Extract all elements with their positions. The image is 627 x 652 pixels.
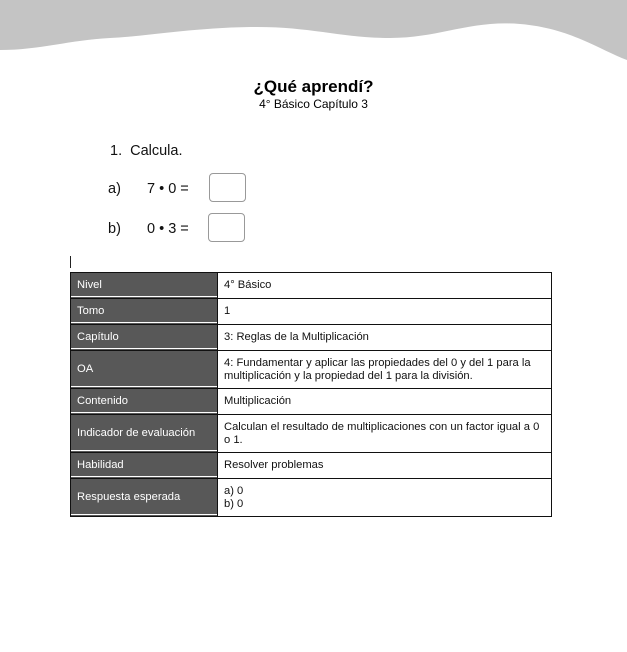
row-label: Indicador de evaluación <box>71 415 218 453</box>
row-label: Nivel <box>71 273 218 299</box>
page-subtitle: 4° Básico Capítulo 3 <box>259 97 368 111</box>
page-title: ¿Qué aprendí? <box>253 77 374 96</box>
row-value: 1 <box>218 299 552 325</box>
item-expression: 7 • 0 = <box>147 181 189 197</box>
row-value: Resolver problemas <box>218 453 552 479</box>
row-value: 4° Básico <box>218 273 552 299</box>
answer-box-b[interactable] <box>208 213 245 242</box>
row-value: Calculan el resultado de multiplicaciones con un factor igual a 0 o 1. <box>218 415 552 453</box>
row-value: Multiplicación <box>218 389 552 415</box>
table-row <box>71 389 552 415</box>
row-label: OA <box>71 351 218 389</box>
table-row <box>71 453 552 479</box>
row-label: Habilidad <box>71 453 218 479</box>
answer-box-a[interactable] <box>209 173 246 202</box>
table-row <box>71 479 552 517</box>
row-label: Capítulo <box>71 325 218 351</box>
info-table <box>70 272 552 517</box>
item-letter: b) <box>108 221 121 237</box>
question-instruction: Calcula. <box>130 143 183 159</box>
question-number: 1. <box>110 143 123 159</box>
row-value: 3: Reglas de la Multiplicación <box>218 325 552 351</box>
item-letter: a) <box>108 181 121 197</box>
row-label: Respuesta esperada <box>71 479 218 517</box>
answer-line-a: a) 0 <box>224 484 244 497</box>
question-heading <box>110 143 182 159</box>
table-row <box>71 325 552 351</box>
row-label: Tomo <box>71 299 218 325</box>
table-row <box>71 299 552 325</box>
item-expression: 0 • 3 = <box>147 221 189 237</box>
decorative-wave-header <box>0 0 627 70</box>
table-row <box>71 273 552 299</box>
row-label: Contenido <box>71 389 218 415</box>
table-row <box>71 351 552 389</box>
answer-line-b: b) 0 <box>224 497 244 510</box>
text-cursor <box>70 256 71 268</box>
table-row <box>71 415 552 453</box>
row-value: 4: Fundamentar y aplicar las propiedades del 0 y del 1 para la multiplicación y la propiedad del 1 para la división. <box>218 351 552 389</box>
row-value <box>218 479 552 517</box>
